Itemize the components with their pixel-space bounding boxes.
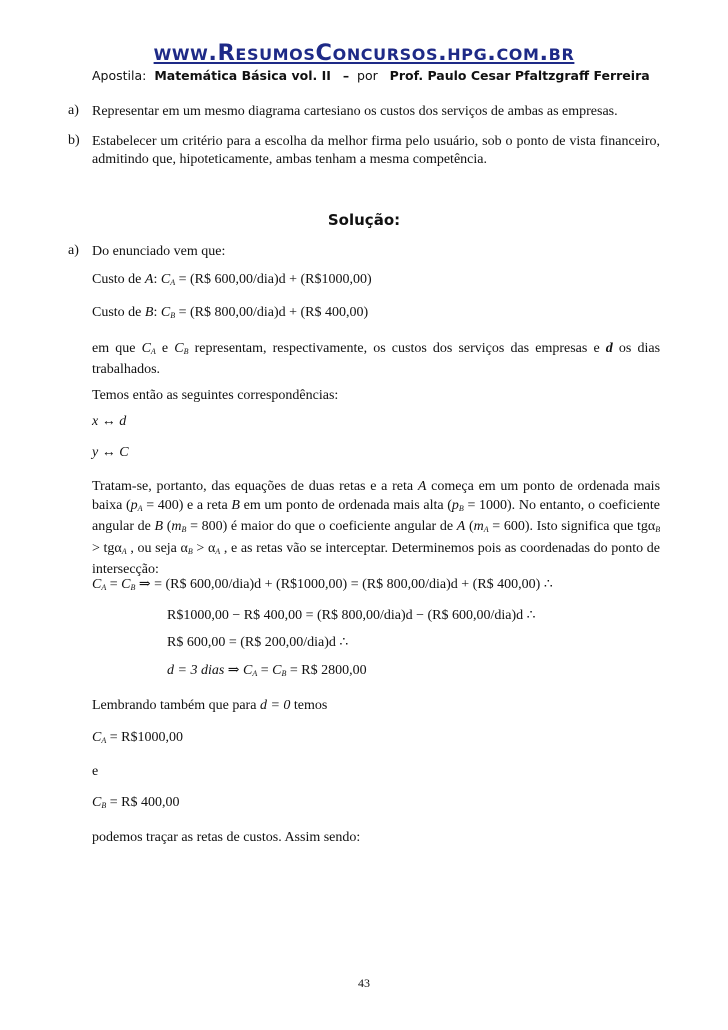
- lembrando-text: Lembrando também que para: [92, 698, 257, 713]
- tratam-3: em um ponto de ordenada mais alta (: [243, 497, 452, 513]
- cb-val-sub: B: [101, 801, 107, 810]
- eq1-line: [92, 576, 553, 593]
- pB-val: = 1000). No entanto, o coeficiente angular de: [92, 497, 661, 534]
- eq4-a: d = 3 dias ⇒: [167, 663, 240, 678]
- eq1-equals: =: [109, 577, 118, 592]
- alpha-a-sub: A: [215, 546, 221, 556]
- eq4-cb: C: [272, 663, 282, 678]
- pA-val: = 400) e a reta: [146, 497, 228, 513]
- custo-a-label: Custo de: [92, 272, 142, 287]
- apostila-line: [92, 68, 650, 83]
- ca-sub: A: [170, 278, 176, 287]
- em-que-paragraph: [92, 340, 660, 379]
- mA-sub: A: [483, 525, 489, 534]
- custo-b-var: B: [144, 305, 154, 320]
- item-b-text: Estabelecer um critério para a escolha da melhor firma pelo usuário, sob o ponto de vista financeiro, admitindo que, hipoteticamente, ambas tenham a mesma competência.: [92, 134, 660, 167]
- ca-val-sym: C: [92, 730, 102, 745]
- cb-sym-2: C: [174, 341, 184, 356]
- temos-line: Temos então as seguintes correspondências:: [92, 388, 339, 403]
- custo-a-line: Custo de A: $C_A$ = (R$ 600,00/dia)d + (R$1000,00): [92, 272, 372, 287]
- alpha-b-sub: B: [187, 546, 193, 556]
- custo-b-expr: = (R$ 800,00/dia)d + (R$ 400,00): [178, 305, 369, 320]
- tratam-paragraph: Tratam-se, portanto, das equações de duas retas e a reta A começa em um ponto de ordenada mais baixa $(p_A = 400)$ e a reta B em um ponto de ordenada mais alta $(p_B = 1000)$. No entanto, o coeficiente angular de B $(m_B = 800)$ é maior do que o coeficiente angular de A $(m_A = 600)$. Isto significa que tgα$_B$ > tgα$_A$ , ou seja $\alpha_B > \alpha_A$ , e as retas vão se interceptar. Determinemos pois as coordenadas do ponto de intersecção:: [92, 479, 661, 577]
- apostila-title: Matemática Básica vol. II: [154, 68, 331, 83]
- corr-y: y ↔ C: [92, 445, 129, 460]
- mB-var: B: [154, 519, 164, 534]
- mB-sub: B: [181, 525, 187, 534]
- eq4-ca-sub: A: [252, 669, 258, 678]
- item-a-label: a): [68, 103, 79, 118]
- eq1-ca: C: [92, 577, 102, 592]
- dash: –: [342, 68, 350, 83]
- item-b-label: b): [68, 133, 80, 148]
- sol-a-label: a): [68, 243, 79, 258]
- eq1-implies: ⇒: [138, 577, 151, 592]
- gt-1: > tgα: [92, 540, 122, 556]
- tratam-1: Tratam-se, portanto, das equações de duas retas e a reta: [92, 479, 414, 494]
- eq1-cb-sub: B: [130, 583, 136, 592]
- e-line: e: [92, 764, 99, 779]
- pB-sym: p: [451, 497, 459, 513]
- cb-symbol: C: [160, 305, 171, 320]
- sol-intro: Do enunciado vem que:: [92, 244, 226, 259]
- solucao-heading: Solução:: [327, 211, 401, 229]
- eq1-expr: = (R$ 600,00/dia)d + (R$1000,00) = (R$ 800,00/dia)d + (R$ 400,00) ∴: [154, 577, 553, 592]
- eq4-ca: C: [243, 663, 253, 678]
- por-text: por: [357, 68, 378, 83]
- mA-val: = 600). Isto significa que tgα: [492, 519, 656, 534]
- eq1-ca-sub: A: [101, 583, 107, 592]
- gt-2: > α: [192, 540, 216, 556]
- author-name: Prof. Paulo Cesar Pfaltzgraff Ferreira: [389, 68, 650, 83]
- tg-b-sub: B: [655, 525, 661, 534]
- cb-sub: B: [170, 311, 176, 320]
- mA-sym: m: [473, 519, 484, 534]
- eq4-line: [167, 662, 367, 679]
- d-zero: d = 0: [259, 698, 291, 713]
- em-que-2: representam, respectivamente, os custos dos serviços das empresas e: [194, 341, 600, 356]
- em-que-3: os dias trabalhados.: [92, 341, 661, 377]
- eq4-b: = R$ 2800,00: [289, 663, 367, 678]
- ca-val-sub: A: [101, 736, 107, 745]
- tratam-B: B: [231, 497, 240, 513]
- lembrando-line: [92, 698, 327, 714]
- ca-value: = R$1000,00: [109, 730, 183, 745]
- tratam-end: , e as retas vão se interceptar. Determinemos pois as coordenadas do ponto de intersecção:: [92, 540, 661, 577]
- eq4-equals: =: [260, 663, 269, 678]
- ou-seja: , ou seja α: [126, 540, 188, 556]
- cb-value-line: [92, 795, 179, 811]
- cb-val-sym: C: [92, 795, 102, 810]
- eq2-line: R$1000,00 − R$ 400,00 = (R$ 800,00/dia)d − (R$ 600,00/dia)d ∴: [167, 608, 536, 623]
- mA-var: A: [456, 519, 466, 534]
- page-header: [0, 40, 728, 66]
- em-que-d: d: [605, 341, 613, 356]
- custo-b-label: Custo de: [92, 305, 142, 320]
- ca-sub-2: A: [150, 347, 156, 356]
- tratam-A: A: [417, 479, 427, 494]
- tg-a-sub: A: [121, 546, 127, 556]
- custo-b-line: Custo de B: $C_B$ = (R$ 800,00/dia)d + (R$ 400,00): [92, 305, 369, 320]
- item-a-text: Representar em um mesmo diagrama cartesiano os custos dos serviços de ambas as empresas.: [92, 104, 618, 119]
- eq3-line: R$ 600,00 = (R$ 200,00/dia)d ∴: [167, 635, 349, 650]
- temos2-text: temos: [293, 698, 328, 713]
- mB-intro: (: [166, 519, 172, 534]
- custo-a-expr: = (R$ 600,00/dia)d + (R$1000,00): [178, 272, 372, 287]
- podemos-line: podemos traçar as retas de custos. Assim sendo:: [92, 830, 361, 845]
- pA-sym: p: [130, 497, 138, 513]
- mB-val: = 800) é maior do que o coeficiente angular de: [190, 519, 454, 534]
- cb-sub-2: B: [183, 347, 189, 356]
- em-que-1: em que: [92, 341, 136, 356]
- ca-value-line: [92, 730, 183, 746]
- site-url[interactable]: www.ResumosConcursos.hpg.com.br: [153, 40, 575, 66]
- mB-sym: m: [171, 519, 182, 534]
- ca-sym-2: C: [141, 341, 151, 356]
- eq1-cb: C: [121, 577, 131, 592]
- cb-value: = R$ 400,00: [109, 795, 180, 810]
- custo-a-var: A: [144, 272, 154, 287]
- page-number: 43: [358, 976, 370, 990]
- pA-sub: A: [137, 503, 143, 513]
- apostila-label: Apostila:: [92, 68, 147, 83]
- corr-x: x ↔ d: [92, 414, 127, 429]
- ca-symbol: C: [160, 272, 171, 287]
- em-que-e: e: [161, 341, 169, 356]
- pB-sub: B: [458, 503, 464, 513]
- eq4-cb-sub: B: [281, 669, 287, 678]
- tratam-2: começa em um ponto de ordenada mais baixa (: [92, 479, 661, 513]
